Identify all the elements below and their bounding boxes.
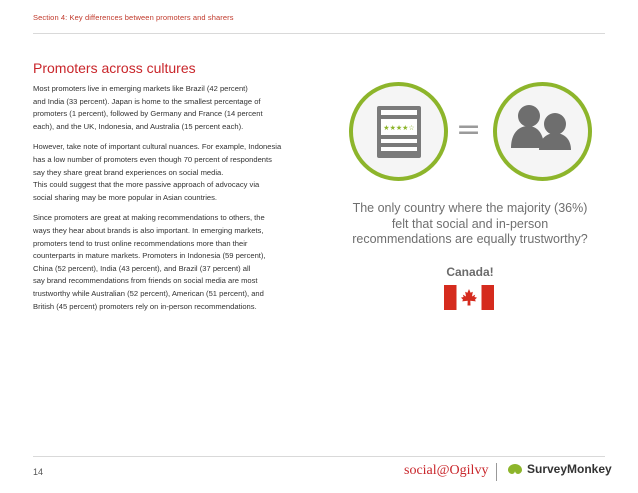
surveymonkey-text: SurveyMonkey [527,462,612,476]
people-talking-icon [497,86,588,177]
review-card-icon [353,86,444,177]
ogilvy-logo: social@Ogilvy [404,463,489,478]
rating-stars: ★★★★☆ [383,124,415,132]
header-divider [33,33,605,34]
body-text [33,83,333,321]
footer-divider [33,456,605,457]
canada-flag-icon [444,285,494,310]
paragraph-2: However, take note of important cultural nuances. For example, Indonesia has a low number of promoters even though 70 percent of respondents say they share great brand experiences on social media. This could suggest that the more passive approach of advocacy via social sharing may be more popular in Asian countries. [33,142,282,202]
paragraph-1: Most promoters live in emerging markets like Brazil (42 percent) and India (33 percent). Japan is home to the smallest percentage of promoters (1 percent), followed by Germany and France (14 percent each), and the UK, Indonesia, and Australia (15 percent each). [33,84,263,131]
question-text: The only country where the majority (36%) felt that social and in-person recommendations are equally trustworthy? [352,201,588,246]
section-label: Section 4: Key differences between promoters and sharers [33,13,234,22]
people-circle [493,82,592,181]
page-heading: Promoters across cultures [33,60,196,76]
review-circle [349,82,448,181]
logo-separator [496,463,497,481]
surveymonkey-logo [506,462,612,476]
answer-text: Canada! [446,265,494,279]
page-number: 14 [33,467,44,477]
surveymonkey-icon [506,463,524,475]
equals-sign: = [456,112,482,147]
paragraph-3: Since promoters are great at making recommendations to others, the ways they hear about brands is also important. In emerging markets, promoters tend to trust online recommendations more than their counterparts in mature markets. Promoters in Indonesia (59 percent), China (52 percent), India (43 percent), and Brazil (37 percent) all say brand recommendations from friends on social media are most trustworthy while Australian (52 percent), American (51 percent), and British (45 percent) promoters rely on in-person recommendations. [33,213,266,311]
